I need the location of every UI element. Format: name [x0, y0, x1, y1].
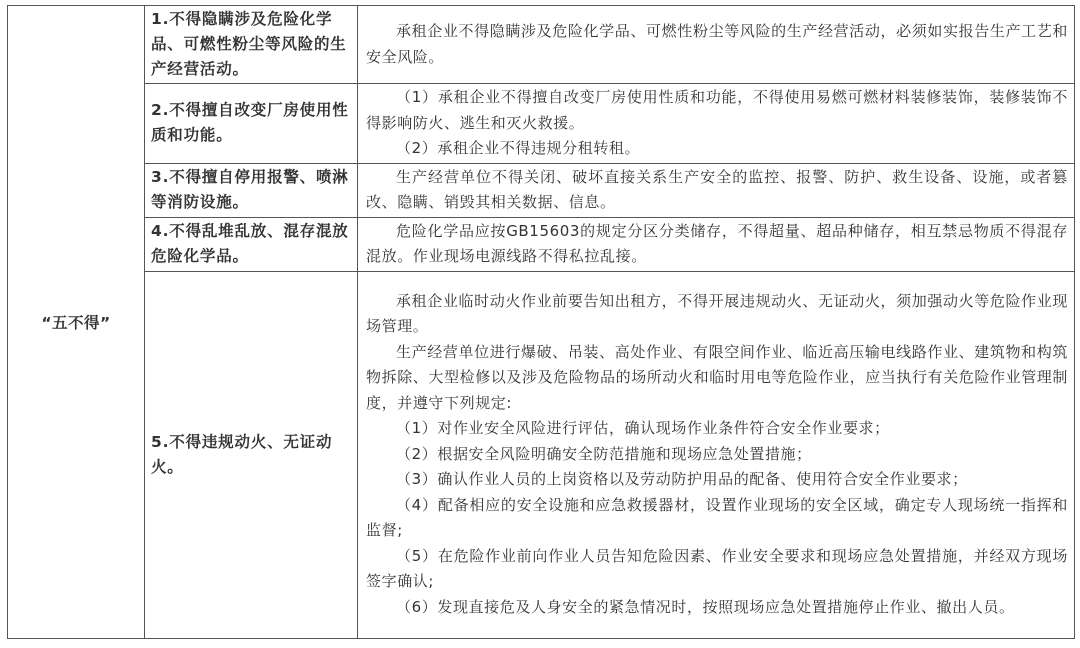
detail-paragraph: 生产经营单位不得关闭、破坏直接关系生产安全的监控、报警、防护、救生设备、设施，或者篡改、隐瞒、销毁其相关数据、信息。 — [366, 167, 1068, 211]
detail-paragraph: （4）配备相应的安全设施和应急救援器材，设置作业现场的安全区域，确定专人现场统一指挥和监督; — [366, 495, 1068, 540]
rule-detail — [358, 271, 1075, 638]
table-row — [8, 271, 1075, 638]
detail-paragraph: （1）对作业安全风险进行评估，确认现场作业条件符合安全作业要求； — [396, 419, 890, 438]
category-cell — [8, 6, 145, 639]
detail-paragraph: 生产经营单位进行爆破、吊装、高处作业、有限空间作业、临近高压输电线路作业、建筑物和构筑物拆除、大型检修以及涉及危险物品的场所动火和临时用电等危险作业，应当执行有关危险作业管理制度，并遵守下列规定: — [366, 342, 1069, 412]
rule-detail — [358, 84, 1075, 164]
rule-detail — [358, 217, 1075, 271]
table-row — [8, 84, 1075, 164]
rule-detail — [358, 6, 1075, 84]
detail-paragraph: （5）在危险作业前向作业人员告知危险因素、作业安全要求和现场应急处置措施，并经双方现场签字确认; — [366, 546, 1068, 591]
detail-paragraph: （6）发现直接危及人身安全的紧急情况时，按照现场应急处置措施停止作业、撤出人员。 — [396, 597, 1015, 616]
detail-paragraph: （2）根据安全风险明确安全防范措施和现场应急处置措施； — [396, 444, 812, 463]
detail-paragraph: （3）确认作业人员的上岗资格以及劳动防护用品的配备、使用符合安全作业要求； — [396, 470, 968, 489]
rule-detail — [358, 163, 1075, 217]
detail-paragraph: 承租企业不得隐瞒涉及危险化学品、可燃性粉尘等风险的生产经营活动，必须如实报告生产工艺和安全风险。 — [366, 22, 1068, 66]
detail-paragraph: 承租企业临时动火作业前要告知出租方，不得开展违规动火、无证动火，须加强动火等危险作业现场管理。 — [366, 291, 1068, 336]
table-row — [8, 217, 1075, 271]
detail-paragraph: 危险化学品应按GB15603的规定分区分类储存，不得超量、超品种储存，相互禁忌物质不得混存混放。作业现场电源线路不得私拉乱接。 — [366, 221, 1068, 265]
rule-title: 4.不得乱堆乱放、混存混放危险化学品。 — [145, 217, 358, 271]
rule-title: 2.不得擅自改变厂房使用性质和功能。 — [145, 84, 358, 164]
rules-table-container — [7, 5, 1075, 639]
rule-title: 3.不得擅自停用报警、喷淋等消防设施。 — [145, 163, 358, 217]
category-label: “五不得” — [41, 313, 111, 332]
rule-title: 1.不得隐瞒涉及危险化学品、可燃性粉尘等风险的生产经营活动。 — [145, 6, 358, 84]
table-row — [8, 6, 1075, 84]
five-prohibitions-table — [7, 5, 1075, 639]
detail-paragraph: （1）承租企业不得擅自改变厂房使用性质和功能，不得使用易燃可燃材料装修装饰，装修装饰不得影响防火、逃生和灭火救援。 — [366, 88, 1068, 132]
detail-paragraph: （2）承租企业不得违规分租转租。 — [396, 139, 641, 157]
rule-title: 5.不得违规动火、无证动火。 — [145, 271, 358, 638]
table-row — [8, 163, 1075, 217]
